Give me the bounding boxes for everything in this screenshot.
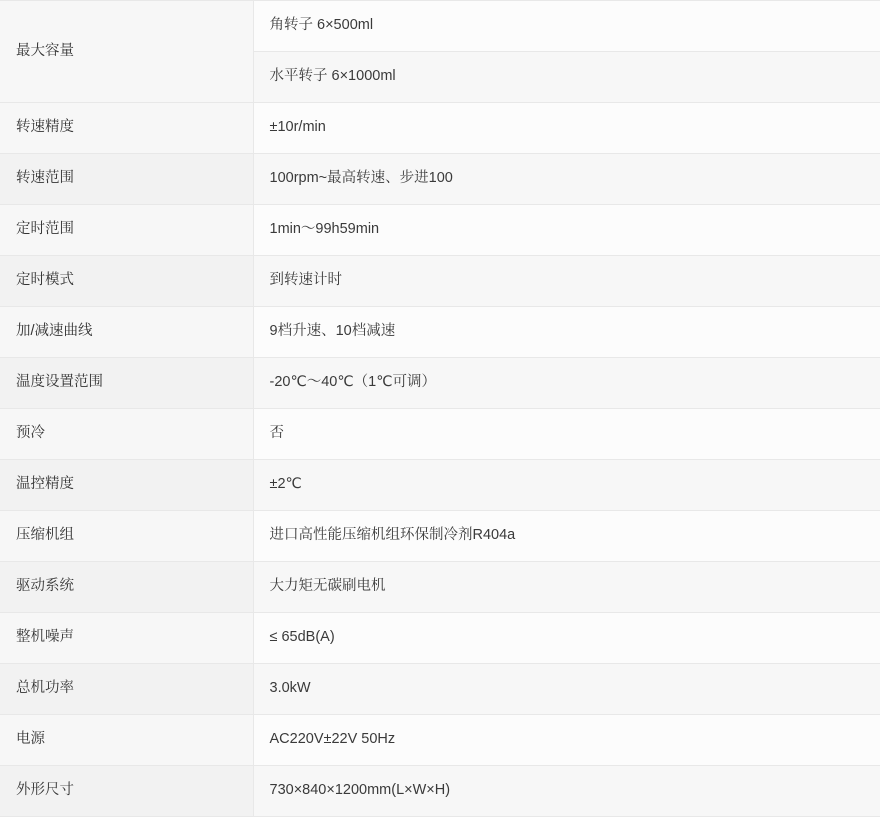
spec-label: 电源 [0,715,253,766]
spec-label: 压缩机组 [0,511,253,562]
spec-value: -20℃～40℃（1℃可调） [253,358,880,409]
table-row [0,205,880,256]
spec-value: ≤ 65dB(A) [253,613,880,664]
table-row [0,256,880,307]
spec-value: 否 [253,409,880,460]
spec-value: AC220V±22V 50Hz [253,715,880,766]
spec-value: 100rpm~最高转速、步进100 [253,154,880,205]
spec-value: 9档升速、10档减速 [253,307,880,358]
spec-label: 定时模式 [0,256,253,307]
spec-label: 加/减速曲线 [0,307,253,358]
spec-value: 到转速计时 [253,256,880,307]
table-row [0,511,880,562]
spec-label: 最大容量 [0,1,253,103]
spec-label: 定时范围 [0,205,253,256]
spec-value: 水平转子 6×1000ml [253,52,880,103]
spec-label: 温控精度 [0,460,253,511]
spec-value: 大力矩无碳刷电机 [253,562,880,613]
spec-label: 转速范围 [0,154,253,205]
table-row [0,307,880,358]
spec-value: ±10r/min [253,103,880,154]
table-row [0,664,880,715]
table-row [0,1,880,52]
spec-label: 外形尺寸 [0,766,253,817]
table-row [0,562,880,613]
spec-label: 驱动系统 [0,562,253,613]
spec-label: 总机功率 [0,664,253,715]
table-row [0,103,880,154]
table-row [0,358,880,409]
spec-value: 进口高性能压缩机组环保制冷剂R404a [253,511,880,562]
table-row [0,409,880,460]
table-row [0,715,880,766]
specifications-table-body [0,1,880,817]
spec-label: 预冷 [0,409,253,460]
table-row [0,613,880,664]
spec-label: 温度设置范围 [0,358,253,409]
spec-value: ±2℃ [253,460,880,511]
table-row [0,460,880,511]
spec-value: 角转子 6×500ml [253,1,880,52]
spec-value: 3.0kW [253,664,880,715]
spec-label: 转速精度 [0,103,253,154]
spec-value: 1min～99h59min [253,205,880,256]
table-row [0,766,880,817]
spec-label: 整机噪声 [0,613,253,664]
spec-value: 730×840×1200mm(L×W×H) [253,766,880,817]
table-row [0,154,880,205]
